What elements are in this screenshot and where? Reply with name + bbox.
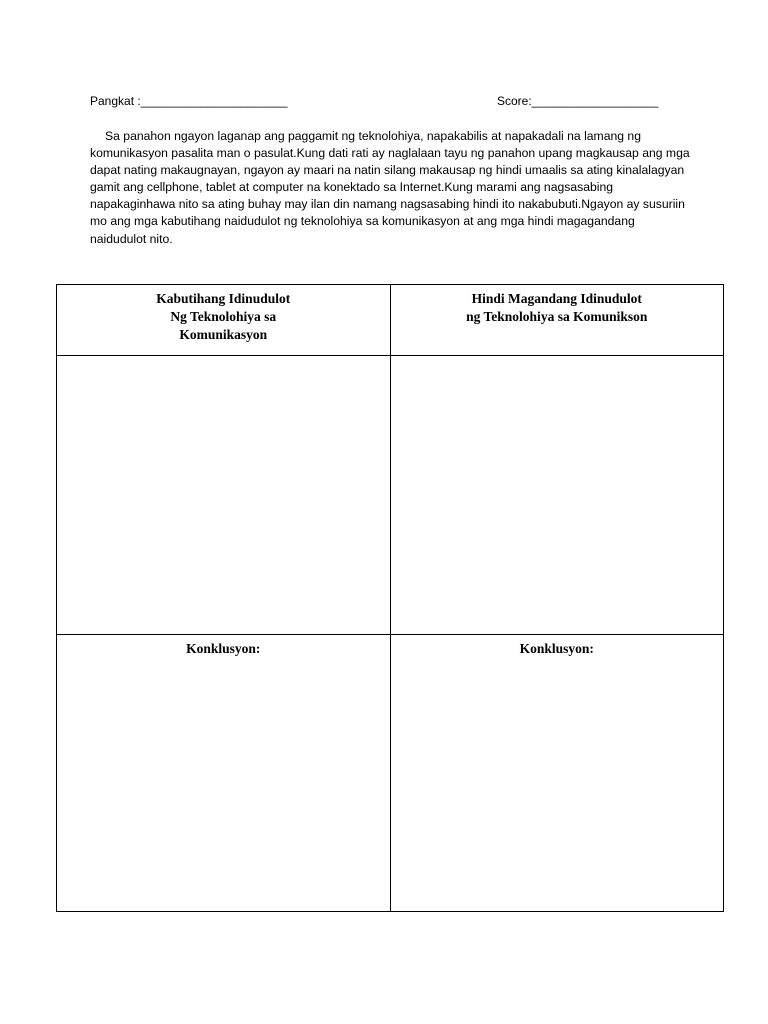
drawbacks-conclusion-area[interactable] bbox=[390, 635, 724, 912]
benefits-conclusion-label: Konklusyon: bbox=[186, 641, 261, 656]
drawbacks-header-cell bbox=[390, 285, 724, 356]
worksheet-table bbox=[56, 284, 724, 912]
benefits-answer-area[interactable] bbox=[57, 356, 391, 635]
benefits-header-line: Ng Teknolohiya sa bbox=[170, 309, 277, 324]
benefits-conclusion-area[interactable] bbox=[57, 635, 391, 912]
drawbacks-header-line: ng Teknolohiya sa Komunikson bbox=[466, 309, 648, 324]
benefits-header-line: Komunikasyon bbox=[179, 327, 268, 342]
score-field[interactable]: Score:___________________ bbox=[497, 94, 659, 108]
intro-paragraph: Sa panahon ngayon laganap ang paggamit ng teknolohiya, napakabilis at napakadali na lamang ng komunikasyon pasalita man o pasulat.Kung dati rati ay naglalaan tayu ng panahon upang magkausap ang mga dapat nating makaugnayan, ngayon ay maari na natin silang makausap ng hindi umaalis sa ating kinalalagyan gamit ang cellphone, tablet at computer na konektado sa Internet.Kung marami ang nagsasabing napakaginhawa nito sa ating buhay may ilan din namang nagsasabing hindi ito nakabubuti.Ngayon ay susuriin mo ang mga kabutihang naidudulot ng teknolohiya sa komunikasyon at ang mga hindi magagandang naidudulot nito. bbox=[90, 129, 690, 246]
drawbacks-conclusion-label: Konklusyon: bbox=[519, 641, 594, 656]
drawbacks-header-line: Hindi Magandang Idinudulot bbox=[471, 291, 642, 306]
drawbacks-answer-area[interactable] bbox=[390, 356, 724, 635]
benefits-header-line: Kabutihang Idinudulot bbox=[156, 291, 291, 306]
benefits-header-cell bbox=[57, 285, 391, 356]
pangkat-field[interactable]: Pangkat :______________________ bbox=[90, 94, 288, 108]
